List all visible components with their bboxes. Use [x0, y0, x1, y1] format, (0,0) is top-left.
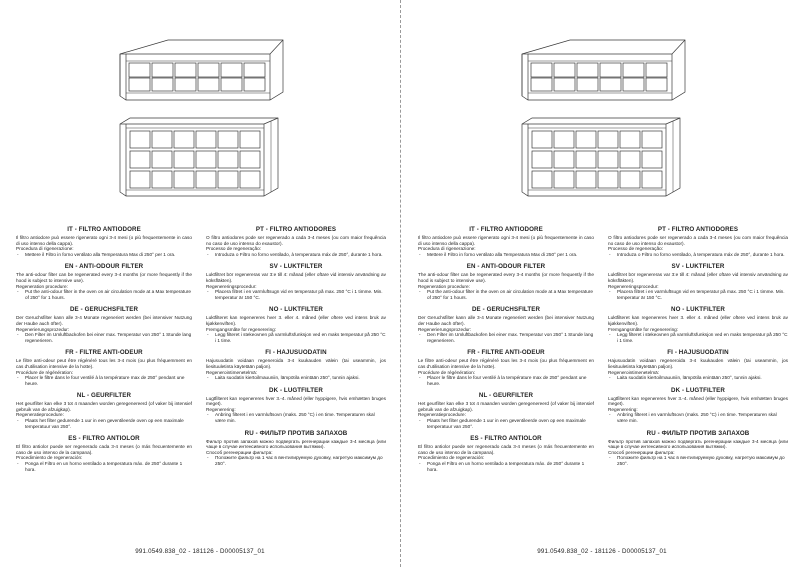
section-fr — [16, 349, 192, 386]
section-subtitle: Regenereringsprocedur: — [206, 283, 257, 289]
page-left — [0, 0, 400, 567]
document-code: 991.0549.838_02 - 181126 - D00005137_01 — [537, 548, 667, 555]
section-title: FR - FILTRE ANTI-ODEUR — [65, 349, 143, 357]
section-bullet: - Mettere il Filtro in forno ventilato alla Temperatura Max di 250° per 1 ora. — [418, 252, 594, 258]
section-bullet: - Anbring filteret i en varmluftsovn (maks. 250 °C) i en time. Temperaturen skal være min. — [206, 412, 386, 423]
section-text: Het geurfilter kan elke 3 tot 4 maanden worden geregenereerd (of vaker bij intensief gebruik van de afzuigkap). — [16, 401, 192, 412]
section-subtitle: Regeneration procedure: — [418, 283, 470, 289]
column-right — [608, 226, 788, 473]
section-text: O filtro antiodores pode ser regenerado a cada 3-4 meses (ou com maior frequência no caso de uso intenso do exaustor). — [206, 235, 386, 246]
section-text: Hajusuodatin voidaan regeneroida 3-4 kuukauden välein (tai useammin, jos liesituuletinta käytetään paljon). — [206, 358, 386, 369]
section-text: Het geurfilter kan elke 3 tot 4 maanden worden geregenereerd (of vaker bij intensief gebruik van de afzuigkap). — [418, 401, 594, 412]
section-bullet: - Anbring filteret i en varmluftsovn (maks. 250 °C) i en time. Temperaturen skal være min. — [608, 412, 788, 423]
section-bullet: - Put the anti-odour filter in the oven on air circulation mode at a Max temperature of 250° for 1 hours. — [16, 289, 192, 300]
section-text: Il filtro antiodore può essere rigenerato ogni 3-4 mesi (o più frequentemente in caso di uso intenso della cappa). — [418, 235, 594, 246]
filter-drawing-bottom — [120, 118, 278, 196]
column-right — [206, 226, 386, 473]
section-ru — [206, 430, 386, 467]
section-bullet: - Plaats het filter gedurende 1 uur in een geventileerde oven op een maximale temperatuur van 250°. — [418, 418, 594, 429]
section-title: NL - GEURFILTER — [76, 392, 132, 400]
section-es — [418, 435, 594, 472]
section-text: Lugtfilteret kan regenereres hver 3.-4. måned (eller hyppigere, hvis emhætten bruges meget). — [206, 395, 386, 407]
section-text: El filtro antiolor puede ser regenerado cada 3-4 meses (o más frecuentemente en caso de uso intenso de la campana). — [418, 444, 594, 455]
section-title: RU - ФИЛЬТР ПРОТИВ ЗАПАХОВ — [244, 429, 348, 437]
section-fi — [206, 349, 386, 380]
section-bullet: - Put the anti-odour filter in the oven on air circulation mode at a Max temperature of 250° for 1 hours. — [418, 289, 594, 300]
section-subtitle: Fremgangsmåte for regenerering: — [206, 326, 277, 332]
section-bullet: - Placera filtret i en varmluftsugn vid en temperatur på max. 250 °C i 1 timme. Min. temperatur är 150 °C. — [608, 289, 788, 300]
section-bullet: - Plaats het filter gedurende 1 uur in een geventileerde oven op een maximale temperatuur van 250°. — [16, 418, 192, 429]
section-subtitle: Regenereringsprocedur: — [608, 283, 659, 289]
section-title: DK - LUGTFILTER — [671, 386, 725, 394]
section-text: The anti-odour filter can be regenerated every 3-4 months (or more frequently if the hood is subject to intensive use). — [418, 272, 594, 283]
section-title: SV - LUKTFILTER — [269, 263, 323, 271]
section-title: SV - LUKTFILTER — [671, 263, 725, 271]
section-nl — [418, 392, 594, 429]
section-text: El filtro antiolor puede ser regenerado cada 3-4 meses (o más frecuentemente en caso de uso intenso de la campana). — [16, 444, 192, 455]
section-bullet: - Mettere il Filtro in forno ventilato alla Temperatura Max di 250° per 1 ora. — [16, 252, 192, 258]
section-subtitle: Procédure de régénération: — [16, 369, 74, 375]
section-title: DE - GERUCHSFILTER — [69, 306, 139, 314]
section-text: The anti-odour filter can be regenerated every 3-4 months (or more frequently if the hood is subject to intensive use). — [16, 272, 192, 283]
section-en — [418, 263, 594, 300]
section-title: ES - FILTRO ANTIOLOR — [68, 435, 140, 443]
section-text: Le filtre anti-odeur peut être régénéré tous les 3-4 mois (ou plus fréquemment en cas d'utilisation intensive de la hotte). — [418, 358, 594, 369]
section-text: Hajusuodatin voidaan regeneroida 3-4 kuukauden välein (tai useammin, jos liesituuletinta käytetään paljon). — [608, 358, 788, 369]
section-fi — [608, 349, 788, 380]
section-bullet: - Den Filter im Umluftbackofen bei einer max. Temperatur von 250° 1 Stunde lang regenerieren. — [16, 332, 192, 343]
section-title: NO - LUKTFILTER — [269, 306, 323, 314]
section-title: PT - FILTRO ANTIODORES — [657, 226, 739, 233]
column-left — [418, 226, 594, 478]
section-text: Luktfilteret kan regenereres hver 3. eller 4. måned (eller oftere ved intens bruk av kjøkkenviften). — [608, 315, 788, 326]
section-bullet: - Laita suodatin kiertoilmauuniin, lämpötila enintään 250°, tunnin ajaksi. — [206, 375, 386, 381]
section-subtitle: Procedimiento de regeneración: — [16, 455, 83, 461]
section-text: Luktfiltret bör regenereras var 3:e till 4: månad (eller oftare vid intensiv användning av köksfläkten). — [206, 272, 386, 283]
section-subtitle: Способ регенерации фильтра: — [608, 449, 675, 455]
section-dk — [206, 387, 386, 424]
section-bullet: - Положите фильтр на 1 час в вентилируемую духовку, нагретую максимум до 250°. — [206, 455, 386, 466]
page-divider — [400, 0, 401, 567]
section-it — [418, 226, 594, 257]
section-sv — [608, 263, 788, 300]
filter-illustration — [0, 0, 400, 215]
section-de — [418, 306, 594, 343]
section-title: IT - FILTRO ANTIODORE — [67, 226, 141, 233]
section-subtitle: Способ регенерации фильтра: — [206, 449, 273, 455]
section-text: Фильтр против запахов можно подвергать регенерации каждые 3-4 месяца (или чаще в случае интенсивного использования вытяжки). — [608, 438, 788, 450]
section-no — [608, 306, 788, 343]
section-title: ES - FILTRO ANTIOLOR — [470, 435, 542, 443]
section-text: Der Geruchsfilter kann alle 3-4 Monate regeneriert werden (bei intensiver Nutzung der Haube auch öfter). — [418, 315, 594, 326]
section-subtitle: Regeneratieprocedure: — [418, 412, 466, 418]
section-text: O filtro antiodores pode ser regenerado a cada 3-4 meses (ou com maior frequência no caso de uso intenso do exaustor). — [608, 235, 788, 246]
section-subtitle: Procedimiento de regeneración: — [418, 455, 485, 461]
section-title: NO - LUKTFILTER — [671, 306, 725, 314]
section-subtitle: Regenerierungsprozedur: — [418, 326, 472, 332]
section-title: FR - FILTRE ANTI-ODEUR — [467, 349, 545, 357]
section-bullet: - Положите фильтр на 1 час в вентилируемую духовку, нагретую максимум до 250°. — [608, 455, 788, 466]
section-text: Il filtro antiodore può essere rigenerato ogni 3-4 mesi (o più frequentemente in caso di uso intenso della cappa). — [16, 235, 192, 246]
section-pt — [206, 226, 386, 257]
section-title: PT - FILTRO ANTIODORES — [255, 226, 337, 233]
section-text: Lugtfilteret kan regenereres hver 3.-4. måned (eller hyppigere, hvis emhætten bruges meget). — [608, 395, 788, 407]
section-title: EN - ANTI-ODOUR FILTER — [64, 263, 144, 271]
section-subtitle: Procedura di rigenerazione: — [418, 246, 476, 252]
filter-drawing-top — [120, 40, 283, 100]
section-dk — [608, 387, 788, 424]
section-subtitle: Regenerointimenetelmä: — [206, 369, 258, 375]
section-text: Фильтр против запахов можно подвергать регенерации каждые 3-4 месяца (или чаще в случае интенсивного использования вытяжки). — [206, 438, 386, 450]
section-fr — [418, 349, 594, 386]
section-subtitle: Processo de regeneração: — [206, 246, 261, 252]
section-bullet: - Ponga el Filtro en un horno ventilado a temperatura máx. de 250° durante 1 hora. — [16, 461, 192, 472]
section-bullet: - Legg filteret i stekeovnen på varmluftsfunksjon ved en maks temperatur på 250 °C i 1 time. — [206, 332, 386, 343]
section-subtitle: Procedura di rigenerazione: — [16, 246, 74, 252]
section-bullet: - Placer le filtre dans le four ventilé à la température max de 250° pendant une heure. — [418, 375, 594, 386]
section-bullet: - Placera filtret i en varmluftsugn vid en temperatur på max. 250 °C i 1 timme. Min. temperatur är 150 °C. — [206, 289, 386, 300]
document-code: 991.0549.838_02 - 181126 - D00005137_01 — [135, 548, 265, 555]
section-subtitle: Regenerering: — [206, 406, 236, 412]
section-pt — [608, 226, 788, 257]
section-title: EN - ANTI-ODOUR FILTER — [466, 263, 546, 271]
section-text: Luktfilteret kan regenereres hver 3. eller 4. måned (eller oftere ved intens bruk av kjøkkenviften). — [206, 315, 386, 326]
section-title: DE - GERUCHSFILTER — [471, 306, 541, 314]
section-subtitle: Regenerointimenetelmä: — [608, 369, 660, 375]
page-right — [402, 0, 802, 567]
section-subtitle: Regenerering: — [608, 406, 638, 412]
section-bullet: - Laita suodatin kiertoilmauuniin, lämpötila enintään 250°, tunnin ajaksi. — [608, 375, 788, 381]
section-subtitle: Regeneration procedure: — [16, 283, 68, 289]
section-subtitle: Regenerierungsprozedur: — [16, 326, 70, 332]
section-en — [16, 263, 192, 300]
section-subtitle: Procédure de régénération: — [418, 369, 476, 375]
section-bullet: - Ponga el Filtro en un horno ventilado a temperatura máx. de 250° durante 1 hora. — [418, 461, 594, 472]
section-text: Le filtre anti-odeur peut être régénéré tous les 3-4 mois (ou plus fréquemment en cas d'utilisation intensive de la hotte). — [16, 358, 192, 369]
section-subtitle: Regeneratieprocedure: — [16, 412, 64, 418]
section-subtitle: Processo de regeneração: — [608, 246, 663, 252]
section-bullet: - Legg filteret i stekeovnen på varmluftsfunksjon ved en maks temperatur på 250 °C i 1 time. — [608, 332, 788, 343]
section-subtitle: Fremgangsmåte for regenerering: — [608, 326, 679, 332]
section-es — [16, 435, 192, 472]
section-text: Der Geruchsfilter kann alle 3-4 Monate regeneriert werden (bei intensiver Nutzung der Haube auch öfter). — [16, 315, 192, 326]
filter-illustration — [402, 0, 802, 215]
filter-drawing-top — [522, 40, 685, 100]
section-title: NL - GEURFILTER — [478, 392, 534, 400]
section-title: RU - ФИЛЬТР ПРОТИВ ЗАПАХОВ — [646, 429, 750, 437]
section-bullet: - Placer le filtre dans le four ventilé à la température max de 250° pendant une heure. — [16, 375, 192, 386]
section-text: Luktfiltret bör regenereras var 3:e till 4: månad (eller oftare vid intensiv användning av köksfläkten). — [608, 272, 788, 283]
section-bullet: - Den Filter im Umluftbackofen bei einer max. Temperatur von 250° 1 Stunde lang regenerieren. — [418, 332, 594, 343]
section-nl — [16, 392, 192, 429]
section-no — [206, 306, 386, 343]
section-bullet: - Introduza o Filtro no forno ventilado, à temperatura máx de 250°, durante 1 hora. — [206, 252, 386, 258]
section-title: FI - HAJUSUODATIN — [265, 349, 327, 357]
section-title: DK - LUGTFILTER — [269, 386, 323, 394]
section-sv — [206, 263, 386, 300]
filter-drawing-bottom — [522, 118, 680, 196]
column-left — [16, 226, 192, 478]
section-title: IT - FILTRO ANTIODORE — [469, 226, 543, 233]
section-ru — [608, 430, 788, 467]
section-it — [16, 226, 192, 257]
section-de — [16, 306, 192, 343]
section-title: FI - HAJUSUODATIN — [667, 349, 729, 357]
section-bullet: - Introduza o Filtro no forno ventilado, à temperatura máx de 250°, durante 1 hora. — [608, 252, 788, 258]
